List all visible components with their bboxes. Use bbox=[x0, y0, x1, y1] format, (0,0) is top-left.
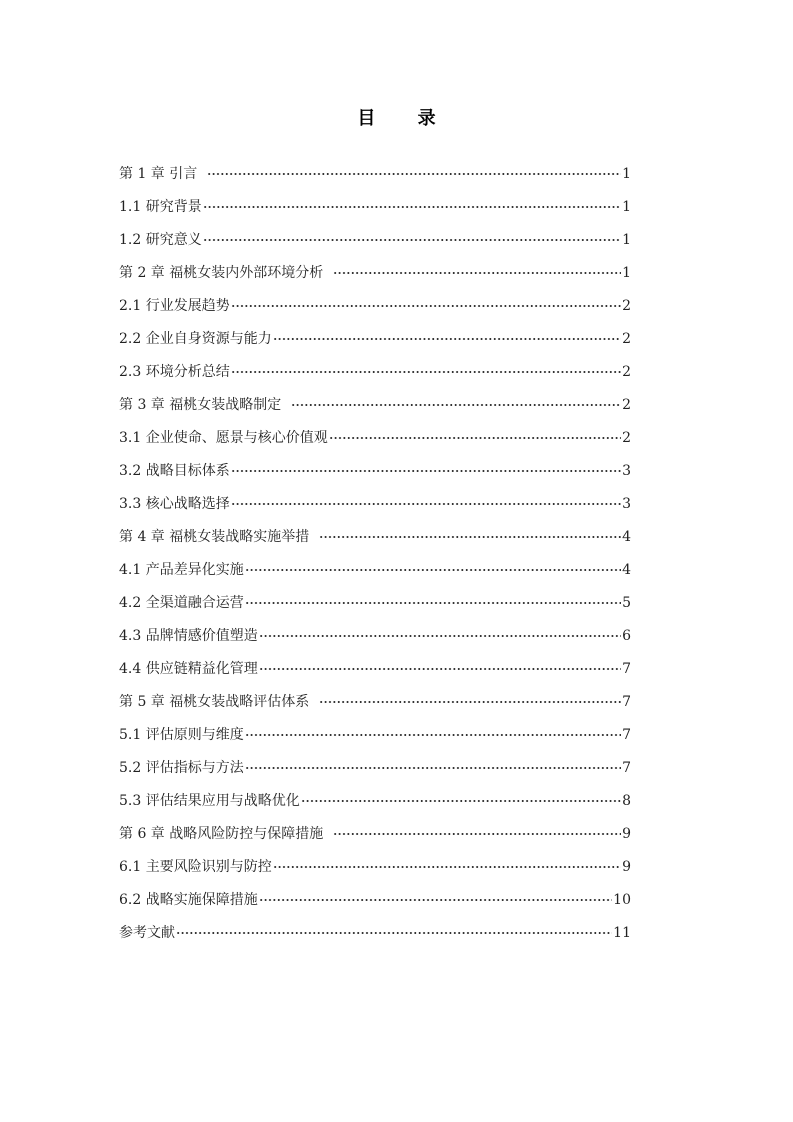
toc-entry-page: 1 bbox=[622, 265, 631, 281]
toc-entry[interactable] bbox=[119, 724, 631, 757]
toc-entry[interactable] bbox=[119, 229, 631, 262]
toc-entry[interactable] bbox=[119, 196, 631, 229]
dot-leader bbox=[231, 461, 621, 475]
toc-entry[interactable] bbox=[119, 526, 631, 559]
toc-entry-label: 3.3 核心战略选择 bbox=[119, 496, 230, 512]
toc-entry-label: 第 5 章 福桃女装战略评估体系 bbox=[119, 694, 310, 710]
toc-entry[interactable] bbox=[119, 625, 631, 658]
toc-entry-page: 1 bbox=[622, 199, 631, 215]
toc-entry-label: 第 2 章 福桃女装内外部环境分析 bbox=[119, 265, 324, 281]
toc-entry[interactable] bbox=[119, 394, 631, 427]
dot-leader bbox=[273, 329, 621, 343]
dot-leader bbox=[245, 725, 621, 739]
toc-entry-label: 4.1 产品差异化实施 bbox=[119, 562, 244, 578]
toc-entry-page: 2 bbox=[622, 364, 631, 380]
toc-entry-label: 2.1 行业发展趋势 bbox=[119, 298, 230, 314]
toc-entry-page: 2 bbox=[622, 331, 631, 347]
toc-entry[interactable] bbox=[119, 757, 631, 790]
toc-entry-label: 第 4 章 福桃女装战略实施举措 bbox=[119, 529, 310, 545]
toc-entry-page: 8 bbox=[622, 793, 631, 809]
dot-leader bbox=[207, 164, 621, 178]
toc-entry-page: 3 bbox=[622, 463, 631, 479]
dot-leader bbox=[259, 626, 621, 640]
dot-leader bbox=[259, 659, 621, 673]
dot-leader bbox=[333, 263, 621, 277]
toc-entry-page: 11 bbox=[613, 925, 631, 941]
toc-entry-label: 第 1 章 引言 bbox=[119, 166, 198, 182]
toc-entry-label: 第 6 章 战略风险防控与保障措施 bbox=[119, 826, 324, 842]
toc-entry-label: 6.1 主要风险识别与防控 bbox=[119, 859, 272, 875]
toc-entry-label: 1.2 研究意义 bbox=[119, 232, 202, 248]
toc-entry-page: 2 bbox=[622, 430, 631, 446]
toc-entry[interactable] bbox=[119, 592, 631, 625]
toc-entry-page: 5 bbox=[622, 595, 631, 611]
dot-leader bbox=[301, 791, 621, 805]
toc-entry-page: 3 bbox=[622, 496, 631, 512]
toc-entry-page: 7 bbox=[622, 661, 631, 677]
toc-entry-label: 2.2 企业自身资源与能力 bbox=[119, 331, 272, 347]
dot-leader bbox=[329, 428, 621, 442]
toc-entry-page: 7 bbox=[622, 727, 631, 743]
toc-entry[interactable] bbox=[119, 295, 631, 328]
dot-leader bbox=[231, 296, 621, 310]
toc-entry-label: 3.1 企业使命、愿景与核心价值观 bbox=[119, 430, 328, 446]
toc-entry-page: 7 bbox=[622, 694, 631, 710]
toc-entry-label: 5.1 评估原则与维度 bbox=[119, 727, 244, 743]
toc-entry-label: 5.2 评估指标与方法 bbox=[119, 760, 244, 776]
dot-leader bbox=[273, 857, 621, 871]
toc-entry-label: 4.2 全渠道融合运营 bbox=[119, 595, 244, 611]
toc-entry-page: 9 bbox=[622, 859, 631, 875]
dot-leader bbox=[245, 560, 621, 574]
dot-leader bbox=[176, 923, 612, 937]
toc-entry-page: 4 bbox=[622, 529, 631, 545]
dot-leader bbox=[245, 593, 621, 607]
toc-entry[interactable] bbox=[119, 328, 631, 361]
toc-entry[interactable] bbox=[119, 856, 631, 889]
table-of-contents bbox=[119, 163, 631, 955]
toc-entry[interactable] bbox=[119, 559, 631, 592]
dot-leader bbox=[231, 494, 621, 508]
toc-entry-page: 7 bbox=[622, 760, 631, 776]
dot-leader bbox=[291, 395, 621, 409]
toc-entry-label: 4.3 品牌情感价值塑造 bbox=[119, 628, 258, 644]
toc-entry-page: 2 bbox=[622, 298, 631, 314]
toc-entry-page: 1 bbox=[622, 232, 631, 248]
toc-entry-label: 2.3 环境分析总结 bbox=[119, 364, 230, 380]
dot-leader bbox=[203, 197, 621, 211]
dot-leader bbox=[231, 362, 621, 376]
toc-entry-page: 10 bbox=[613, 892, 631, 908]
toc-entry-label: 1.1 研究背景 bbox=[119, 199, 202, 215]
dot-leader bbox=[333, 824, 621, 838]
toc-entry[interactable] bbox=[119, 163, 631, 196]
toc-entry[interactable] bbox=[119, 889, 631, 922]
toc-entry[interactable] bbox=[119, 691, 631, 724]
toc-entry[interactable] bbox=[119, 823, 631, 856]
toc-entry[interactable] bbox=[119, 262, 631, 295]
toc-entry[interactable] bbox=[119, 361, 631, 394]
dot-leader bbox=[203, 230, 621, 244]
dot-leader bbox=[245, 758, 621, 772]
toc-entry-page: 9 bbox=[622, 826, 631, 842]
toc-entry-page: 6 bbox=[622, 628, 631, 644]
toc-entry-page: 4 bbox=[622, 562, 631, 578]
toc-entry[interactable] bbox=[119, 922, 631, 955]
toc-entry-page: 1 bbox=[622, 166, 631, 182]
toc-entry-label: 参考文献 bbox=[119, 925, 175, 941]
dot-leader bbox=[319, 527, 621, 541]
toc-entry[interactable] bbox=[119, 427, 631, 460]
toc-entry-label: 第 3 章 福桃女装战略制定 bbox=[119, 397, 282, 413]
toc-entry[interactable] bbox=[119, 493, 631, 526]
toc-entry[interactable] bbox=[119, 790, 631, 823]
toc-entry-label: 5.3 评估结果应用与战略优化 bbox=[119, 793, 300, 809]
toc-entry[interactable] bbox=[119, 460, 631, 493]
toc-entry-label: 4.4 供应链精益化管理 bbox=[119, 661, 258, 677]
toc-entry-label: 3.2 战略目标体系 bbox=[119, 463, 230, 479]
dot-leader bbox=[259, 890, 612, 904]
toc-entry[interactable] bbox=[119, 658, 631, 691]
toc-title: 目 录 bbox=[357, 108, 454, 129]
toc-entry-label: 6.2 战略实施保障措施 bbox=[119, 892, 258, 908]
dot-leader bbox=[319, 692, 621, 706]
toc-entry-page: 2 bbox=[622, 397, 631, 413]
